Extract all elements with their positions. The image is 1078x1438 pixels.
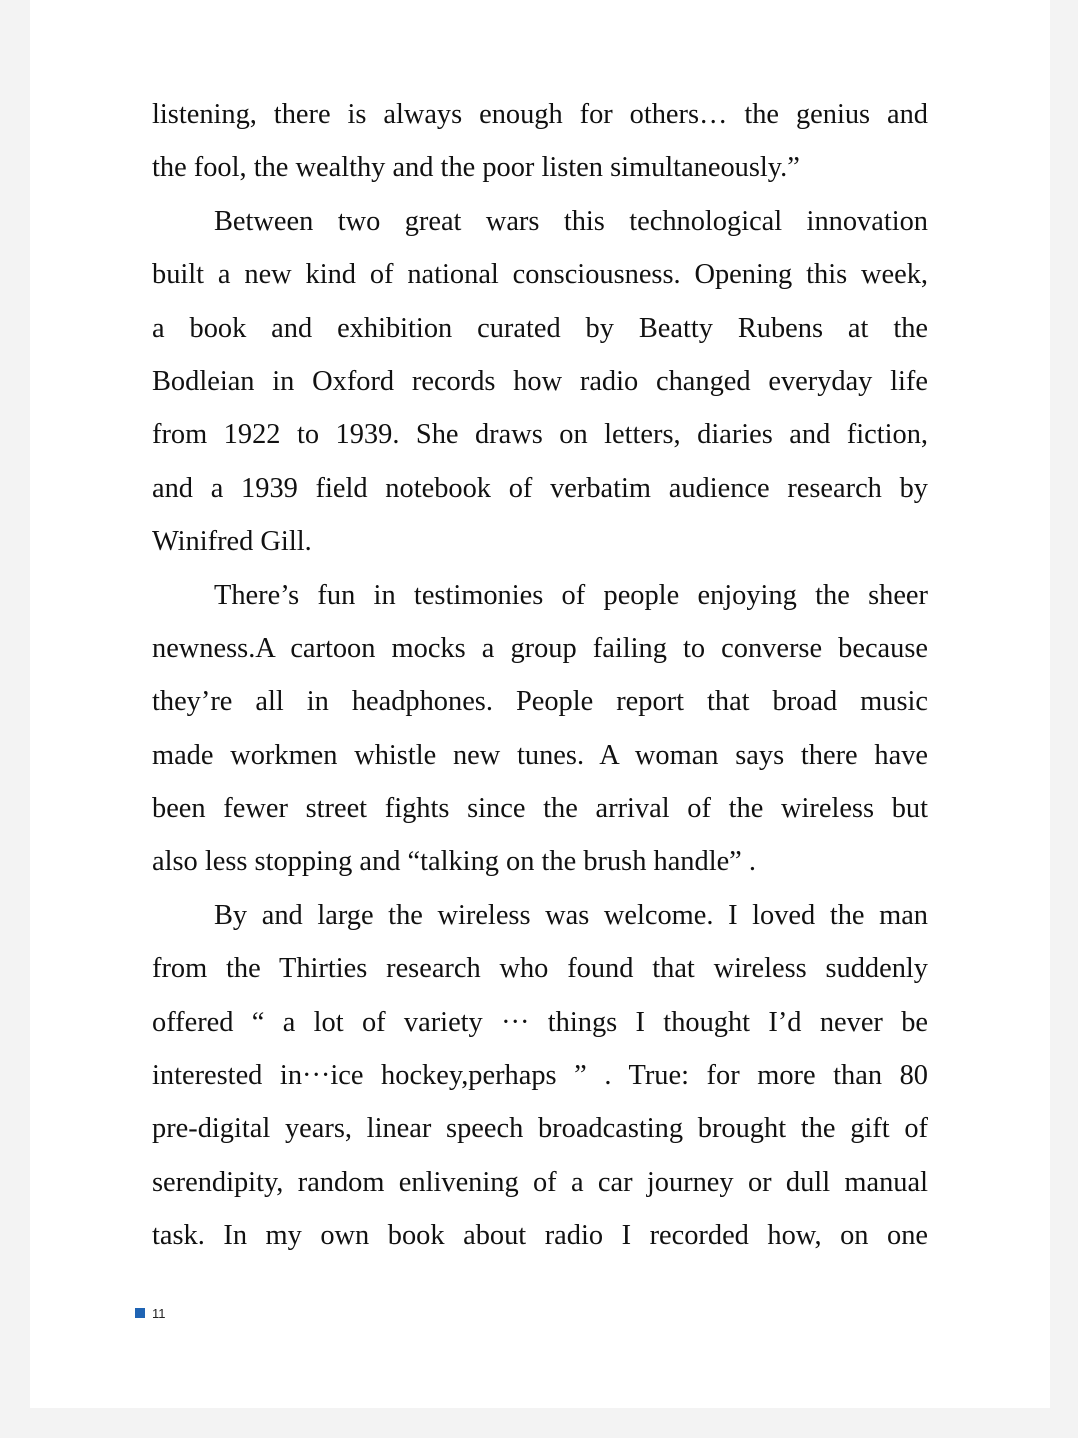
text-line: serendipity, random enlivening of a car journey or dull manual <box>152 1166 928 1198</box>
text-line: offered “ a lot of variety ··· things I thought I’d never be <box>152 1006 928 1038</box>
text-line: they’re all in headphones. People report that broad music <box>152 686 928 718</box>
text-line: listening, there is always enough for others… the genius and <box>152 99 928 130</box>
page-number: 11 <box>152 1305 166 1321</box>
text-line: from 1922 to 1939. She draws on letters, diaries and fiction, <box>152 419 928 451</box>
text-line: newness.A cartoon mocks a group failing to converse because <box>152 632 928 664</box>
paragraph-3 <box>152 569 928 889</box>
text-line: from the Thirties research who found that wireless suddenly <box>152 953 928 985</box>
paragraph-4 <box>152 889 928 1263</box>
text-line: a book and exhibition curated by Beatty Rubens at the <box>152 312 928 344</box>
document-page <box>30 0 1050 1408</box>
text-line: made workmen whistle new tunes. A woman says there have <box>152 739 928 771</box>
text-line: interested in···ice hockey,perhaps ” . True: for more than 80 <box>152 1060 928 1092</box>
text-line: been fewer street fights since the arrival of the wireless but <box>152 793 928 825</box>
text-line: also less stopping and “talking on the brush handle” . <box>152 846 756 878</box>
paragraph-2 <box>152 195 928 569</box>
text-line: pre-digital years, linear speech broadcasting brought the gift of <box>152 1113 928 1145</box>
text-line: Between two great wars this technological innovation <box>214 205 928 237</box>
page-footer <box>135 1306 166 1320</box>
page-marker-square-icon <box>135 1308 145 1318</box>
text-line: built a new kind of national consciousness. Opening this week, <box>152 259 928 291</box>
text-line: Bodleian in Oxford records how radio changed everyday life <box>152 365 928 397</box>
text-line: task. In my own book about radio I recorded how, on one <box>152 1220 928 1252</box>
text-line: By and large the wireless was welcome. I loved the man <box>214 899 928 931</box>
paragraph-1 <box>152 88 928 195</box>
text-line: and a 1939 field notebook of verbatim audience research by <box>152 472 928 504</box>
text-line: the fool, the wealthy and the poor listen simultaneously.” <box>152 152 800 184</box>
text-line: Winifred Gill. <box>152 526 312 558</box>
text-line: There’s fun in testimonies of people enjoying the sheer <box>214 579 928 611</box>
article-body <box>152 88 928 1263</box>
